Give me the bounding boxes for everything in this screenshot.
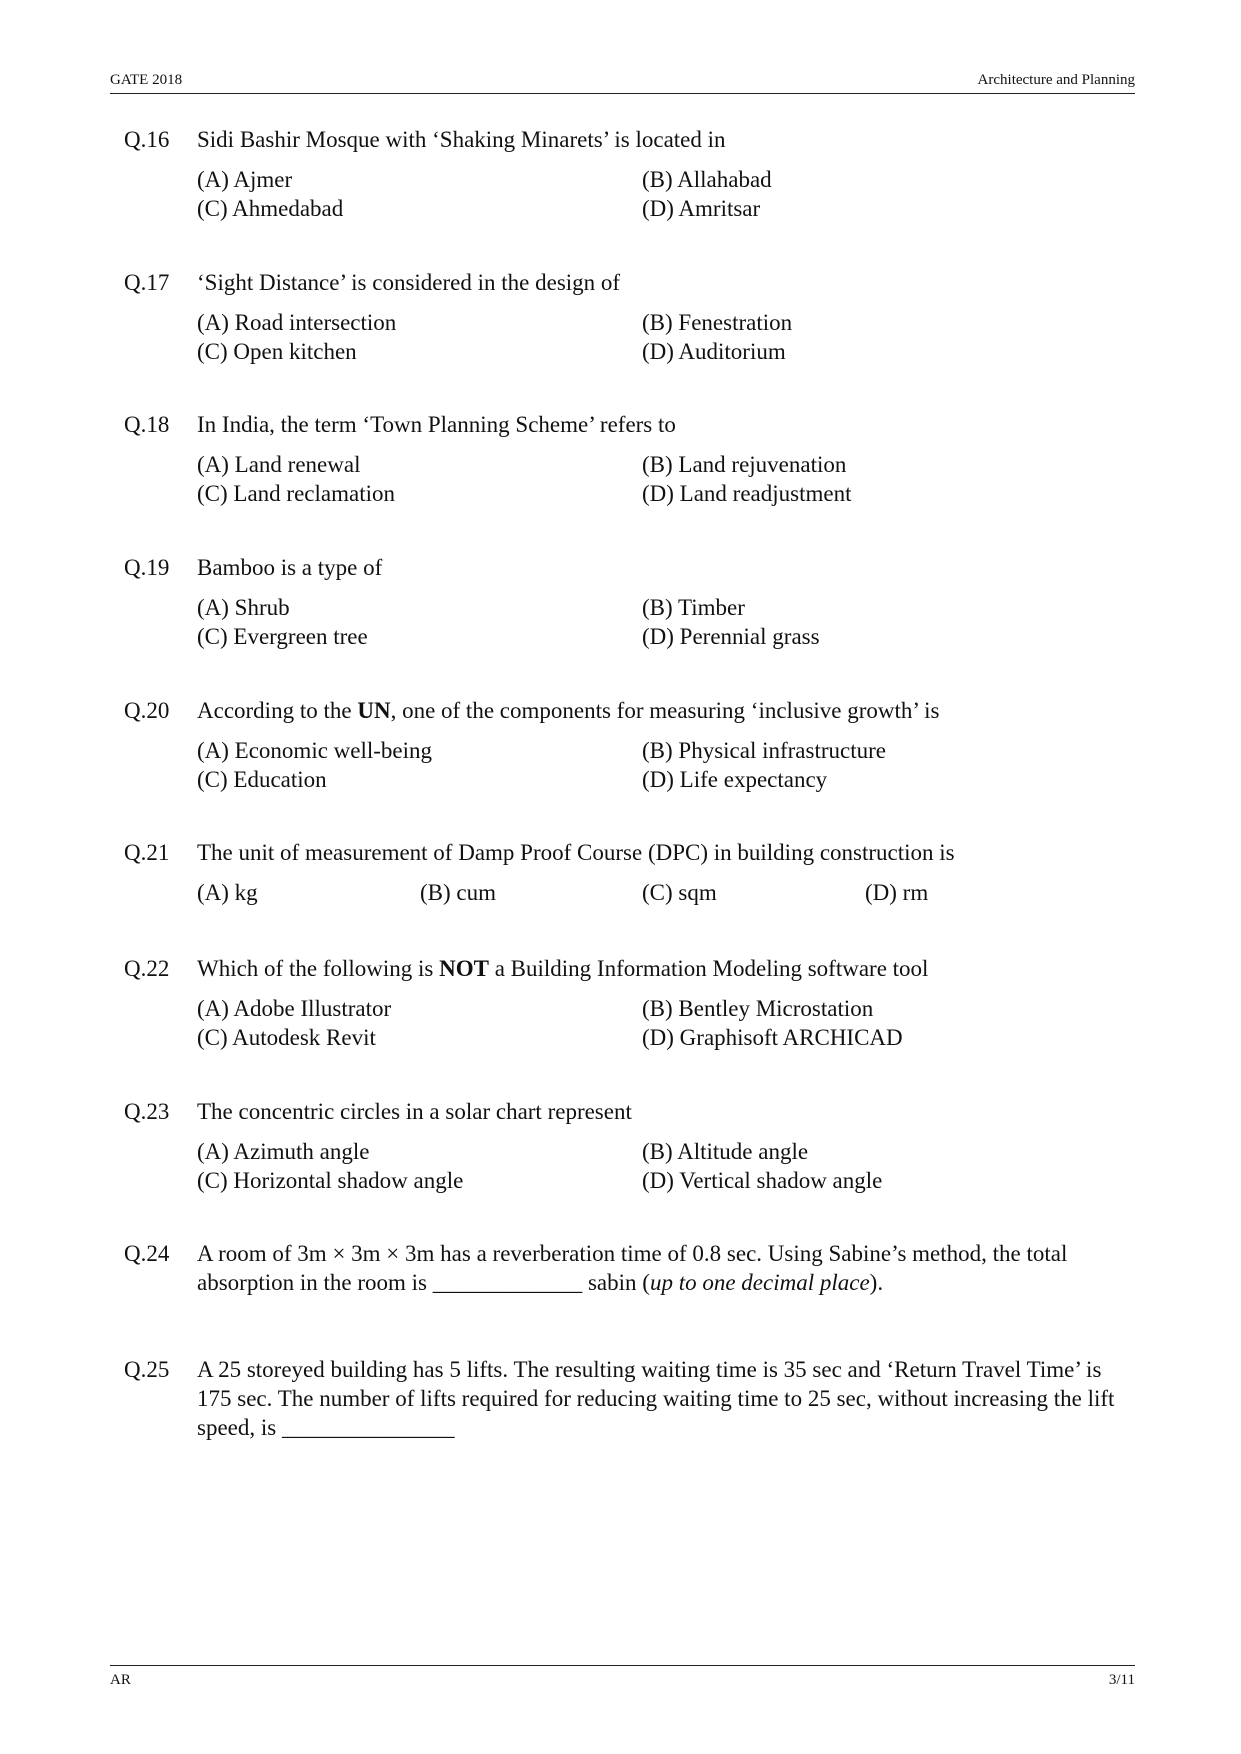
question-23: [124, 1097, 1124, 1195]
option-b: (B) Fenestration: [642, 310, 793, 335]
question-17: [124, 268, 1124, 366]
option-c: (C) Horizontal shadow angle: [197, 1168, 464, 1193]
question-stem: A room of 3m × 3m × 3m has a reverberation time of 0.8 sec. Using Sabine’s method, the total absorption in the room is _____________ sabin (up to one decimal place).: [197, 1241, 1068, 1295]
option-d: (D) rm: [865, 880, 929, 905]
option-c: (C) sqm: [642, 880, 717, 905]
question-19: [124, 553, 1124, 651]
option-d: (D) Auditorium: [642, 339, 786, 364]
page-footer: [110, 1665, 1135, 1689]
option-a: (A) Adobe Illustrator: [197, 996, 392, 1021]
option-c: (C) Evergreen tree: [197, 624, 368, 649]
option-b: (B) Timber: [642, 595, 745, 620]
options: [197, 450, 1124, 508]
option-b: (B) cum: [420, 880, 497, 905]
header-exam-title: GATE 2018: [110, 72, 183, 88]
option-d: (D) Graphisoft ARCHICAD: [642, 1025, 903, 1050]
option-a: (A) Shrub: [197, 595, 290, 620]
option-d: (D) Amritsar: [642, 196, 761, 221]
question-number: Q.23: [124, 1099, 170, 1124]
option-d: (D) Perennial grass: [642, 624, 820, 649]
page-header: [110, 72, 1135, 94]
question-stem: Bamboo is a type of: [197, 555, 383, 580]
option-d: (D) Land readjustment: [642, 481, 852, 506]
option-c: (C) Open kitchen: [197, 339, 357, 364]
option-c: (C) Autodesk Revit: [197, 1025, 376, 1050]
option-a: (A) Ajmer: [197, 167, 293, 192]
option-d: (D) Life expectancy: [642, 767, 828, 792]
question-stem: Which of the following is NOT a Building Information Modeling software tool: [197, 956, 929, 981]
emphasis-un: UN: [357, 698, 391, 723]
question-number: Q.22: [124, 956, 170, 981]
question-number: Q.20: [124, 698, 170, 723]
options: [197, 994, 1124, 1052]
option-a: (A) Economic well-being: [197, 738, 433, 763]
footer-page-number: 3/11: [1108, 1672, 1135, 1688]
option-b: (B) Bentley Microstation: [642, 996, 874, 1021]
option-d: (D) Vertical shadow angle: [642, 1168, 883, 1193]
question-stem: The concentric circles in a solar chart represent: [197, 1099, 632, 1124]
question-number: Q.16: [124, 127, 170, 152]
option-b: (B) Land rejuvenation: [642, 452, 847, 477]
question-24: [124, 1239, 1124, 1297]
question-22: [124, 954, 1124, 1052]
question-number: Q.19: [124, 555, 170, 580]
question-18: [124, 410, 1124, 508]
options: [197, 308, 1124, 366]
option-c: (C) Education: [197, 767, 327, 792]
options: [197, 165, 1124, 223]
question-20: [124, 696, 1124, 794]
question-stem: A 25 storeyed building has 5 lifts. The resulting waiting time is 35 sec and ‘Return Travel Time’ is 175 sec. The number of lifts required for reducing waiting time to 25 sec, without increasing the lift speed, is _______________: [197, 1357, 1115, 1440]
question-21: [124, 838, 1124, 907]
question-25: [124, 1355, 1124, 1442]
options: [197, 736, 1124, 794]
option-c: (C) Land reclamation: [197, 481, 395, 506]
question-stem: The unit of measurement of Damp Proof Course (DPC) in building construction is: [197, 840, 955, 865]
footer-paper-code: AR: [110, 1672, 131, 1688]
option-a: (A) Road intersection: [197, 310, 397, 335]
option-c: (C) Ahmedabad: [197, 196, 344, 221]
emphasis-not: NOT: [439, 956, 489, 981]
question-stem: In India, the term ‘Town Planning Scheme’ refers to: [197, 412, 676, 437]
question-stem: ‘Sight Distance’ is considered in the design of: [197, 270, 621, 295]
option-b: (B) Allahabad: [642, 167, 772, 192]
options: [197, 878, 1124, 907]
question-number: Q.24: [124, 1241, 170, 1266]
option-a: (A) kg: [197, 880, 258, 905]
question-number: Q.21: [124, 840, 170, 865]
options: [197, 1137, 1124, 1195]
question-16: [124, 125, 1124, 223]
question-number: Q.25: [124, 1357, 170, 1382]
question-stem: Sidi Bashir Mosque with ‘Shaking Minarets’ is located in: [197, 127, 726, 152]
option-b: (B) Physical infrastructure: [642, 738, 886, 763]
option-a: (A) Land renewal: [197, 452, 361, 477]
option-b: (B) Altitude angle: [642, 1139, 809, 1164]
question-number: Q.18: [124, 412, 170, 437]
question-number: Q.17: [124, 270, 170, 295]
option-a: (A) Azimuth angle: [197, 1139, 370, 1164]
question-stem: According to the UN, one of the components for measuring ‘inclusive growth’ is: [197, 698, 940, 723]
precision-note: up to one decimal place: [649, 1270, 870, 1295]
options: [197, 593, 1124, 651]
header-paper-title: Architecture and Planning: [977, 72, 1135, 88]
